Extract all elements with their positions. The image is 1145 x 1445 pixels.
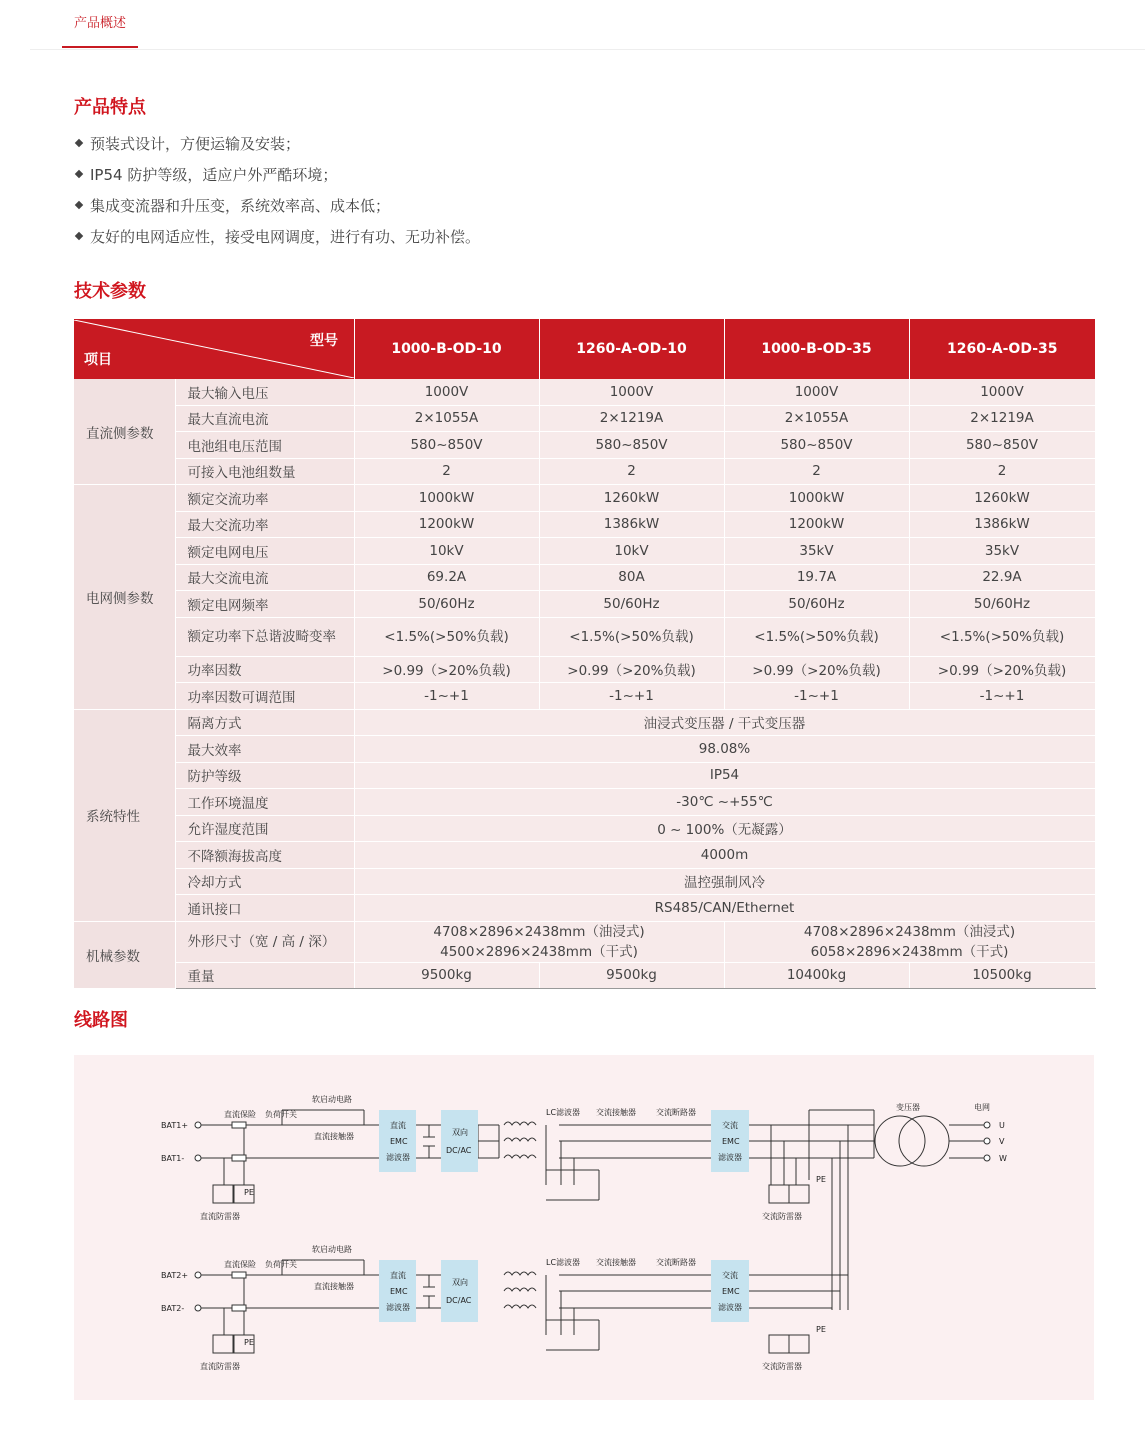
phase-w-label: W: [999, 1154, 1007, 1163]
row-label: 通讯接口: [175, 895, 354, 922]
table-row: [74, 962, 1095, 989]
phase-v-label: V: [999, 1137, 1005, 1146]
table-row: [74, 617, 1095, 656]
table-cell: 2: [909, 458, 1095, 485]
table-cell: 1260kW: [539, 485, 724, 512]
row-label: 额定功率下总谐波畸变率: [175, 617, 354, 656]
table-cell: IP54: [354, 762, 1095, 789]
dc-emc-label: EMC: [390, 1137, 408, 1146]
group-label-system: 系统特性: [74, 709, 175, 921]
table-cell: >0.99（>20%负载): [539, 656, 724, 683]
table-cell: 580~850V: [354, 432, 539, 459]
table-row: [74, 868, 1095, 895]
table-cell: 1000V: [909, 379, 1095, 405]
dc-spd-label: 直流防雷器: [200, 1212, 240, 1221]
row-label: 额定电网电压: [175, 538, 354, 565]
grid-label: 电网: [974, 1103, 990, 1112]
diamond-bullet-icon: [75, 232, 83, 240]
ac-emc-label: 滤波器: [718, 1303, 742, 1312]
row-label: 额定交流功率: [175, 485, 354, 512]
row-label: 工作环境温度: [175, 789, 354, 816]
row-label: 外形尺寸（宽 / 高 / 深）: [175, 921, 354, 962]
table-cell: 10kV: [539, 538, 724, 565]
table-cell: 10400kg: [724, 962, 909, 989]
table-row: [74, 538, 1095, 565]
row-label: 最大效率: [175, 736, 354, 763]
table-cell: 9500kg: [354, 962, 539, 989]
group-label-dc: 直流侧参数: [74, 379, 175, 485]
table-cell: 4000m: [354, 842, 1095, 869]
table-row: [74, 683, 1095, 710]
table-row: [74, 405, 1095, 432]
ac-emc-label: 交流: [722, 1271, 738, 1280]
table-row: [74, 842, 1095, 869]
table-cell: -1~+1: [909, 683, 1095, 710]
ac-contactor-label: 交流接触器: [596, 1108, 636, 1117]
table-cell: -1~+1: [724, 683, 909, 710]
table-row: [74, 458, 1095, 485]
row-label: 允许湿度范围: [175, 815, 354, 842]
bat2-minus-label: BAT2-: [161, 1304, 185, 1313]
table-cell: 2: [724, 458, 909, 485]
ac-spd-label: 交流防雷器: [762, 1212, 802, 1221]
bat1-plus-label: BAT1+: [161, 1121, 189, 1130]
table-cell: 1000V: [354, 379, 539, 405]
dcac-label: 双向: [452, 1128, 468, 1137]
circuit-diagram: [74, 1055, 1094, 1400]
table-row: [74, 921, 1095, 962]
dc-emc-label: 直流: [390, 1271, 406, 1280]
bat1-minus-label: BAT1-: [161, 1154, 185, 1163]
table-cell: 22.9A: [909, 564, 1095, 591]
table-cell: 69.2A: [354, 564, 539, 591]
table-cell: -1~+1: [539, 683, 724, 710]
table-cell: RS485/CAN/Ethernet: [354, 895, 1095, 922]
tab-bar: [30, 0, 1145, 50]
diamond-bullet-icon: [75, 201, 83, 209]
pe-label: PE: [816, 1175, 826, 1184]
table-row: [74, 709, 1095, 736]
dimension-text: 4708×2896×2438mm（油浸式): [433, 923, 645, 940]
table-cell: 50/60Hz: [909, 591, 1095, 618]
circuit-title: 线路图: [74, 1010, 128, 1031]
table-cell: 50/60Hz: [354, 591, 539, 618]
dcac-label: DC/AC: [446, 1296, 472, 1305]
transformer-label: 变压器: [896, 1103, 920, 1112]
table-cell: 1000kW: [724, 485, 909, 512]
dc-contactor-label: 直流接触器: [314, 1282, 354, 1291]
params-title: 技术参数: [74, 281, 146, 302]
table-cell: 9500kg: [539, 962, 724, 989]
header-model-label: 型号: [310, 333, 338, 349]
tab-product-overview[interactable]: 产品概述: [62, 0, 138, 48]
table-row: [74, 564, 1095, 591]
dc-contactor-label: 直流接触器: [314, 1132, 354, 1141]
table-corner-header: [74, 319, 354, 379]
table-cell: 1200kW: [724, 511, 909, 538]
table-cell: >0.99（>20%负载): [909, 656, 1095, 683]
dimension-text: 6058×2896×2438mm（干式): [810, 943, 1009, 960]
table-cell: 0 ~ 100%（无凝露）: [354, 815, 1095, 842]
table-cell: 1200kW: [354, 511, 539, 538]
table-cell: 1260kW: [909, 485, 1095, 512]
bat2-plus-label: BAT2+: [161, 1271, 189, 1280]
dimension-text: 4500×2896×2438mm（干式): [440, 943, 638, 960]
phase-u-label: U: [999, 1121, 1005, 1130]
ac-breaker-label: 交流断路器: [656, 1108, 696, 1117]
table-cell: 35kV: [909, 538, 1095, 565]
table-row: [74, 656, 1095, 683]
features-title: 产品特点: [74, 97, 146, 118]
row-label: 防护等级: [175, 762, 354, 789]
row-label: 功率因数: [175, 656, 354, 683]
dc-emc-label: 滤波器: [386, 1303, 410, 1312]
table-row: [74, 762, 1095, 789]
table-cell: -30℃ ~+55℃: [354, 789, 1095, 816]
table-cell: 1000V: [539, 379, 724, 405]
dc-fuse-label: 直流保险: [224, 1260, 256, 1269]
table-cell: 1386kW: [909, 511, 1095, 538]
row-label: 最大交流电流: [175, 564, 354, 591]
table-cell: [724, 921, 1095, 962]
row-label: 冷却方式: [175, 868, 354, 895]
dc-fuse-label: 直流保险: [224, 1110, 256, 1119]
row-label: 电池组电压范围: [175, 432, 354, 459]
table-cell: 2: [354, 458, 539, 485]
list-item: 友好的电网适应性，接受电网调度，进行有功、无功补偿。: [74, 224, 480, 255]
group-label-mech: 机械参数: [74, 921, 175, 989]
dcac-label: 双向: [452, 1278, 468, 1287]
ac-breaker-label: 交流断路器: [656, 1258, 696, 1267]
table-cell: 10kV: [354, 538, 539, 565]
table-cell: <1.5%(>50%负载): [539, 617, 724, 656]
table-cell: 2: [539, 458, 724, 485]
ac-contactor-label: 交流接触器: [596, 1258, 636, 1267]
dc-emc-label: 滤波器: [386, 1153, 410, 1162]
load-switch-label: 负荷开关: [265, 1260, 297, 1269]
table-cell: 580~850V: [909, 432, 1095, 459]
table-cell: <1.5%(>50%负载): [724, 617, 909, 656]
table-row: [74, 379, 1095, 405]
lc-filter-label: LC滤波器: [546, 1108, 581, 1117]
table-cell: 580~850V: [724, 432, 909, 459]
table-cell: >0.99（>20%负载): [354, 656, 539, 683]
table-cell: 2×1219A: [909, 405, 1095, 432]
table-row: [74, 815, 1095, 842]
diamond-bullet-icon: [75, 139, 83, 147]
table-row: [74, 736, 1095, 763]
model-header: 1000-B-OD-35: [724, 319, 909, 379]
model-header: 1260-A-OD-10: [539, 319, 724, 379]
table-cell: 温控强制风冷: [354, 868, 1095, 895]
row-label: 功率因数可调范围: [175, 683, 354, 710]
table-cell: -1~+1: [354, 683, 539, 710]
table-cell: 2×1219A: [539, 405, 724, 432]
list-item: 预装式设计，方便运输及安装；: [74, 131, 480, 162]
table-cell: 2×1055A: [724, 405, 909, 432]
row-label: 最大输入电压: [175, 379, 354, 405]
table-cell: 1386kW: [539, 511, 724, 538]
diamond-bullet-icon: [75, 170, 83, 178]
dimension-text: 4708×2896×2438mm（油浸式): [803, 923, 1016, 940]
lc-filter-label: LC滤波器: [546, 1258, 581, 1267]
header-item-label: 项目: [84, 352, 112, 368]
table-cell: 油浸式变压器 / 干式变压器: [354, 709, 1095, 736]
row-label: 最大交流功率: [175, 511, 354, 538]
group-label-ac: 电网侧参数: [74, 485, 175, 710]
table-row: [74, 432, 1095, 459]
table-cell: 50/60Hz: [724, 591, 909, 618]
table-cell: 19.7A: [724, 564, 909, 591]
table-cell: 2×1055A: [354, 405, 539, 432]
row-label: 最大直流电流: [175, 405, 354, 432]
model-header: 1000-B-OD-10: [354, 319, 539, 379]
dc-spd-label: 直流防雷器: [200, 1362, 240, 1371]
dcac-label: DC/AC: [446, 1146, 472, 1155]
table-row: [74, 511, 1095, 538]
table-cell: 98.08%: [354, 736, 1095, 763]
load-switch-label: 负荷开关: [265, 1110, 297, 1119]
table-row: [74, 591, 1095, 618]
ac-emc-label: 交流: [722, 1121, 738, 1130]
dc-emc-label: EMC: [390, 1287, 408, 1296]
dc-emc-label: 直流: [390, 1121, 406, 1130]
table-cell: 50/60Hz: [539, 591, 724, 618]
table-cell: <1.5%(>50%负载): [354, 617, 539, 656]
table-cell: 10500kg: [909, 962, 1095, 989]
pe-label: PE: [244, 1338, 254, 1347]
table-cell: <1.5%(>50%负载): [909, 617, 1095, 656]
soft-start-label: 软启动电路: [312, 1245, 352, 1254]
table-row: [74, 789, 1095, 816]
pe-label: PE: [244, 1188, 254, 1197]
table-cell: 80A: [539, 564, 724, 591]
table-cell: [354, 921, 724, 962]
ac-emc-label: 滤波器: [718, 1153, 742, 1162]
list-item: IP54 防护等级，适应户外严酷环境；: [74, 162, 480, 193]
pe-label: PE: [816, 1325, 826, 1334]
list-item: 集成变流器和升压变，系统效率高、成本低；: [74, 193, 480, 224]
table-cell: 35kV: [724, 538, 909, 565]
row-label: 不降额海拔高度: [175, 842, 354, 869]
soft-start-label: 软启动电路: [312, 1095, 352, 1104]
row-label: 隔离方式: [175, 709, 354, 736]
row-label: 额定电网频率: [175, 591, 354, 618]
table-cell: 1000kW: [354, 485, 539, 512]
row-label: 重量: [175, 962, 354, 989]
spec-table: [74, 319, 1096, 989]
ac-emc-label: EMC: [722, 1287, 740, 1296]
ac-emc-label: EMC: [722, 1137, 740, 1146]
circuit-diagram-svg: [74, 1055, 1094, 1400]
table-cell: >0.99（>20%负载): [724, 656, 909, 683]
model-header: 1260-A-OD-35: [909, 319, 1095, 379]
table-row: [74, 895, 1095, 922]
table-cell: 580~850V: [539, 432, 724, 459]
features-list: [74, 131, 480, 255]
ac-spd-label: 交流防雷器: [762, 1362, 802, 1371]
row-label: 可接入电池组数量: [175, 458, 354, 485]
table-row: [74, 485, 1095, 512]
table-cell: 1000V: [724, 379, 909, 405]
